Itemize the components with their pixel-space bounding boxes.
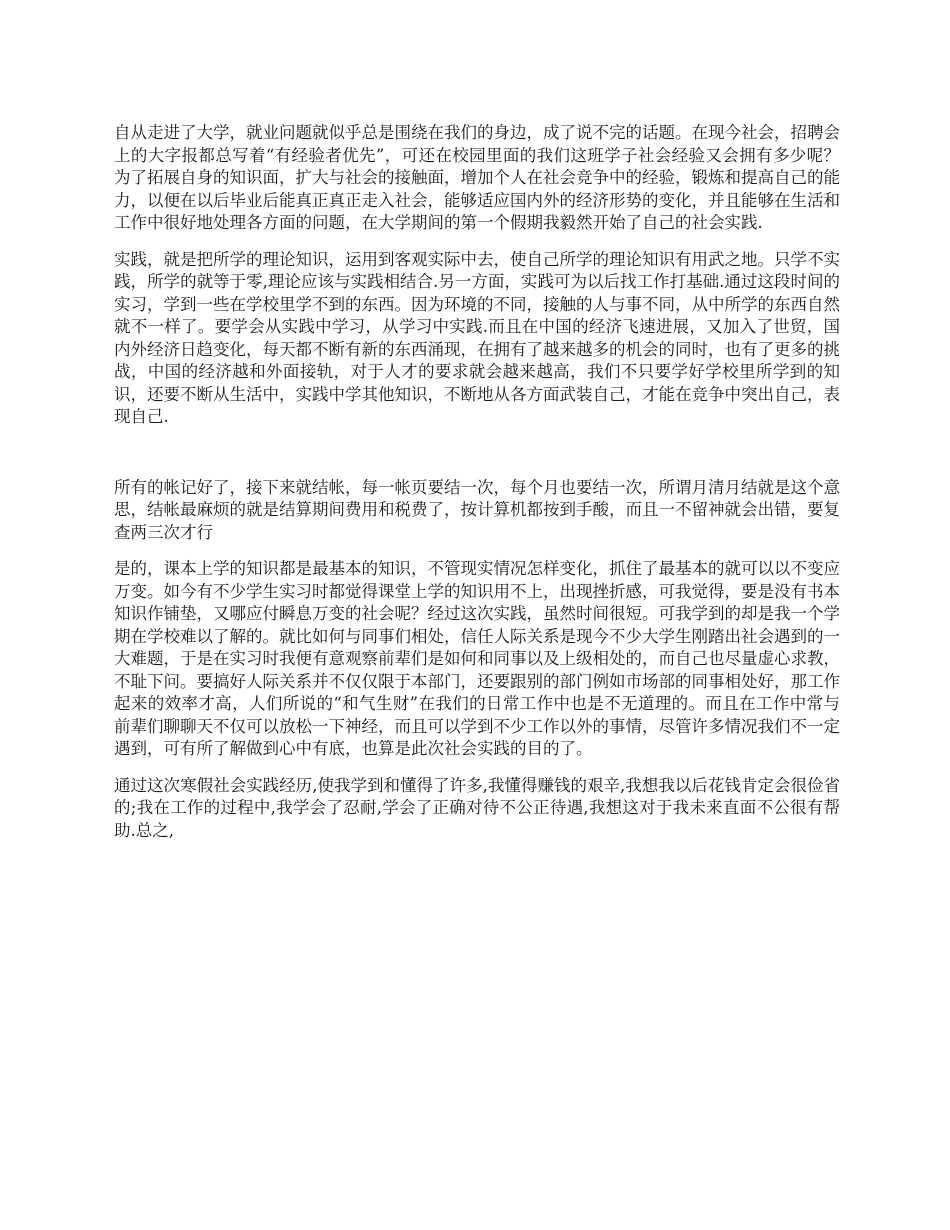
paragraph-intro: 自从走进了大学，就业问题就似乎总是围绕在我们的身边，成了说不完的话题。在现今社会，招聘会上的大字报都总写着“有经验者优先”，可还在校园里面的我们这班学子社会经验又会拥有多少呢？为了拓展自身的知识面，扩大与社会的接触面，增加个人在社会竞争中的经验，锻炼和提高自己的能力，以便在以后毕业后能真正真正走入社会，能够适应国内外的经济形势的变化，并且能够在生活和工作中很好地处理各方面的问题，在大学期间的第一个假期我毅然开始了自己的社会实践. (114, 123, 840, 232)
section-gap (114, 443, 840, 477)
paragraph-knowledge: 是的，课本上学的知识都是最基本的知识，不管现实情况怎样变化，抓住了最基本的就可以以不变应万变。如今有不少学生实习时都觉得课堂上学的知识用不上，出现挫折感，可我觉得，要是没有书本知识作铺垫，又哪应付瞬息万变的社会呢？经过这次实践，虽然时间很短。可我学到的却是我一个学期在学校难以了解的。就比如何与同事们相处，信任人际关系是现今不少大学生刚踏出社会遇到的一大难题，于是在实习时我便有意观察前辈们是如何和同事以及上级相处的，而自己也尽量虚心求教，不耻下问。要搞好人际关系并不仅仅限于本部门，还要跟别的部门例如市场部的同事相处好，那工作起来的效率才高，人们所说的“和气生财”在我们的日常工作中也是不无道理的。而且在工作中常与前辈们聊聊天不仅可以放松一下神经，而且可以学到不少工作以外的事情，尽管许多情况我们不一定遇到，可有所了解做到心中有底，也算是此次社会实践的目的了。 (114, 559, 840, 758)
paragraph-conclusion: 通过这次寒假社会实践经历,使我学到和懂得了许多,我懂得赚钱的艰辛,我想我以后花钱肯定会很俭省的;我在工作的过程中,我学会了忍耐,学会了正确对待不公正待遇,我想这对于我未来直面不公很有帮助.总之, (114, 775, 840, 840)
paragraph-accounting: 所有的帐记好了，接下来就结帐，每一帐页要结一次，每个月也要结一次，所谓月清月结就是这个意思，结帐最麻烦的就是结算期间费用和税费了，按计算机都按到手酸，而且一不留神就会出错，要复查两三次才行 (114, 477, 840, 542)
document-body (114, 122, 840, 856)
paragraph-practice: 实践，就是把所学的理论知识，运用到客观实际中去，使自己所学的理论知识有用武之地。只学不实践，所学的就等于零,理论应该与实践相结合.另一方面，实践可为以后找工作打基础.通过这段时间的实习，学到一些在学校里学不到的东西。因为环境的不同，接触的人与事不同，从中所学的东西自然就不一样了。要学会从实践中学习，从学习中实践.而且在中国的经济飞速进展，又加入了世贸，国内外经济日趋变化，每天都不断有新的东西涌现，在拥有了越来越多的机会的同时，也有了更多的挑战，中国的经济越和外面接轨，对于人才的要求就会越来越高，我们不只要学好学校里所学到的知识，还要不断从生活中，实践中学其他知识，不断地从各方面武装自己，才能在竞争中突出自己，表现自己. (114, 249, 840, 426)
